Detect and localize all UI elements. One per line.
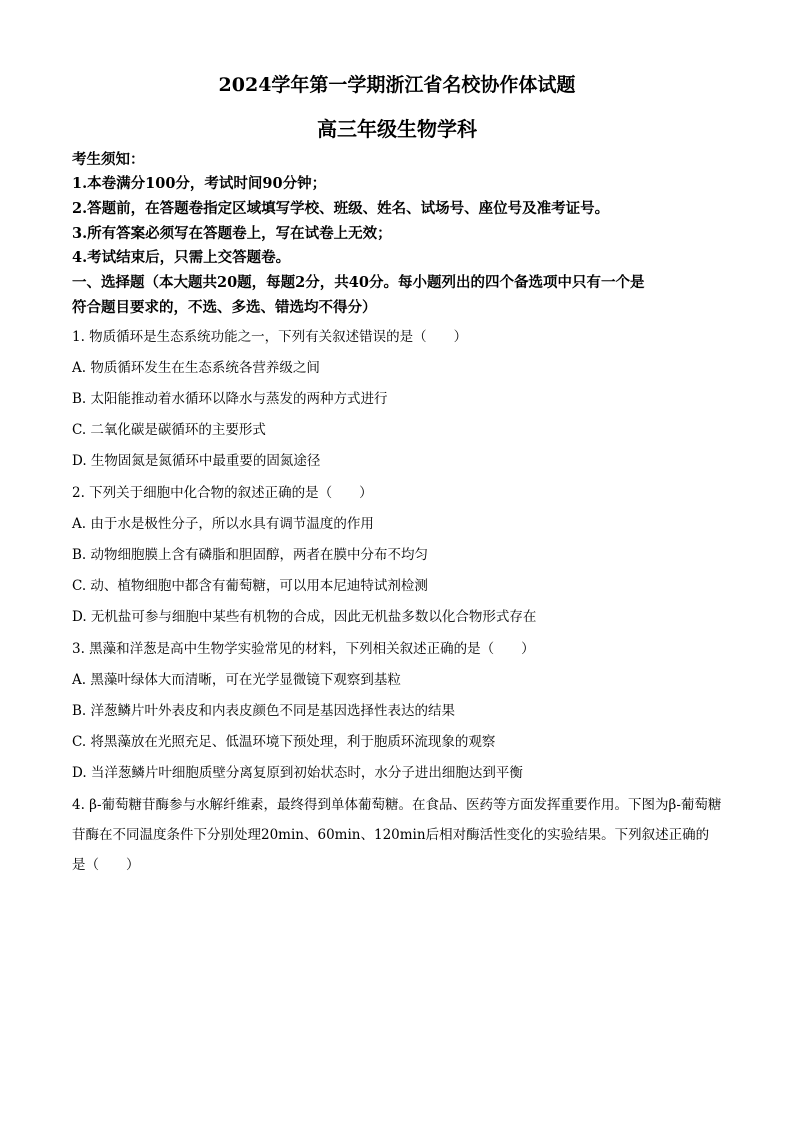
section-heading-line1: 一、选择题（本大题共20题，每题2分，共40分。每小题列出的四个备选项中只有一个是 — [72, 274, 645, 291]
question-3-option-c: C. 将黑藻放在光照充足、低温环境下预处理，利于胞质环流现象的观察 — [72, 734, 496, 750]
exam-title: 2024学年第一学期浙江省名校协作体试题 — [218, 74, 576, 96]
question-1-option-d: D. 生物固氮是氮循环中最重要的固氮途径 — [72, 453, 321, 469]
section-heading-line2: 符合题目要求的，不选、多选、错选均不得分） — [72, 299, 377, 316]
question-1-option-b: B. 太阳能推动着水循环以降水与蒸发的两种方式进行 — [72, 391, 388, 407]
question-1-option-a: A. 物质循环发生在生态系统各营养级之间 — [72, 360, 320, 376]
notice-heading: 考生须知： — [72, 151, 145, 168]
question-2-option-a: A. 由于水是极性分子，所以水具有调节温度的作用 — [72, 516, 374, 532]
question-4-stem: 4. β-葡萄糖苷酶参与水解纤维素，最终得到单体葡萄糖。在食品、医药等方面发挥重要作用。下图为β-葡萄糖苷酶在不同温度条件下分别处理20min、60min、120min后相对酶活性变化的实验结果。下列叙述正确的是（ ） — [72, 797, 722, 873]
question-1-option-c: C. 二氧化碳是碳循环的主要形式 — [72, 422, 266, 438]
question-3-option-d: D. 当洋葱鳞片叶细胞质壁分离复原到初始状态时，水分子进出细胞达到平衡 — [72, 765, 523, 781]
notice-item: 2.答题前，在答题卷指定区域填写学校、班级、姓名、试场号、座位号及准考证号。 — [72, 200, 610, 217]
notice-item: 4.考试结束后，只需上交答题卷。 — [72, 249, 291, 266]
question-2-option-b: B. 动物细胞膜上含有磷脂和胆固醇，两者在膜中分布不均匀 — [72, 547, 429, 563]
notice-item: 1.本卷满分100分，考试时间90分钟； — [72, 175, 327, 192]
question-2-option-c: C. 动、植物细胞中都含有葡萄糖，可以用本尼迪特试剂检测 — [72, 578, 428, 594]
question-2-stem: 2. 下列关于细胞中化合物的叙述正确的是（ ） — [72, 485, 373, 501]
question-1-stem: 1. 物质循环是生态系统功能之一，下列有关叙述错误的是（ ） — [72, 329, 468, 345]
question-3-option-a: A. 黑藻叶绿体大而清晰，可在光学显微镜下观察到基粒 — [72, 672, 401, 688]
question-3-stem: 3. 黑藻和洋葱是高中生物学实验常见的材料，下列相关叙述正确的是（ ） — [72, 641, 535, 657]
question-3-option-b: B. 洋葱鳞片叶外表皮和内表皮颜色不同是基因选择性表达的结果 — [72, 703, 456, 719]
notice-item: 3.所有答案必须写在答题卷上，写在试卷上无效； — [72, 225, 392, 242]
exam-subtitle: 高三年级生物学科 — [317, 117, 477, 141]
question-2-option-d: D. 无机盐可参与细胞中某些有机物的合成，因此无机盐多数以化合物形式存在 — [72, 609, 537, 625]
